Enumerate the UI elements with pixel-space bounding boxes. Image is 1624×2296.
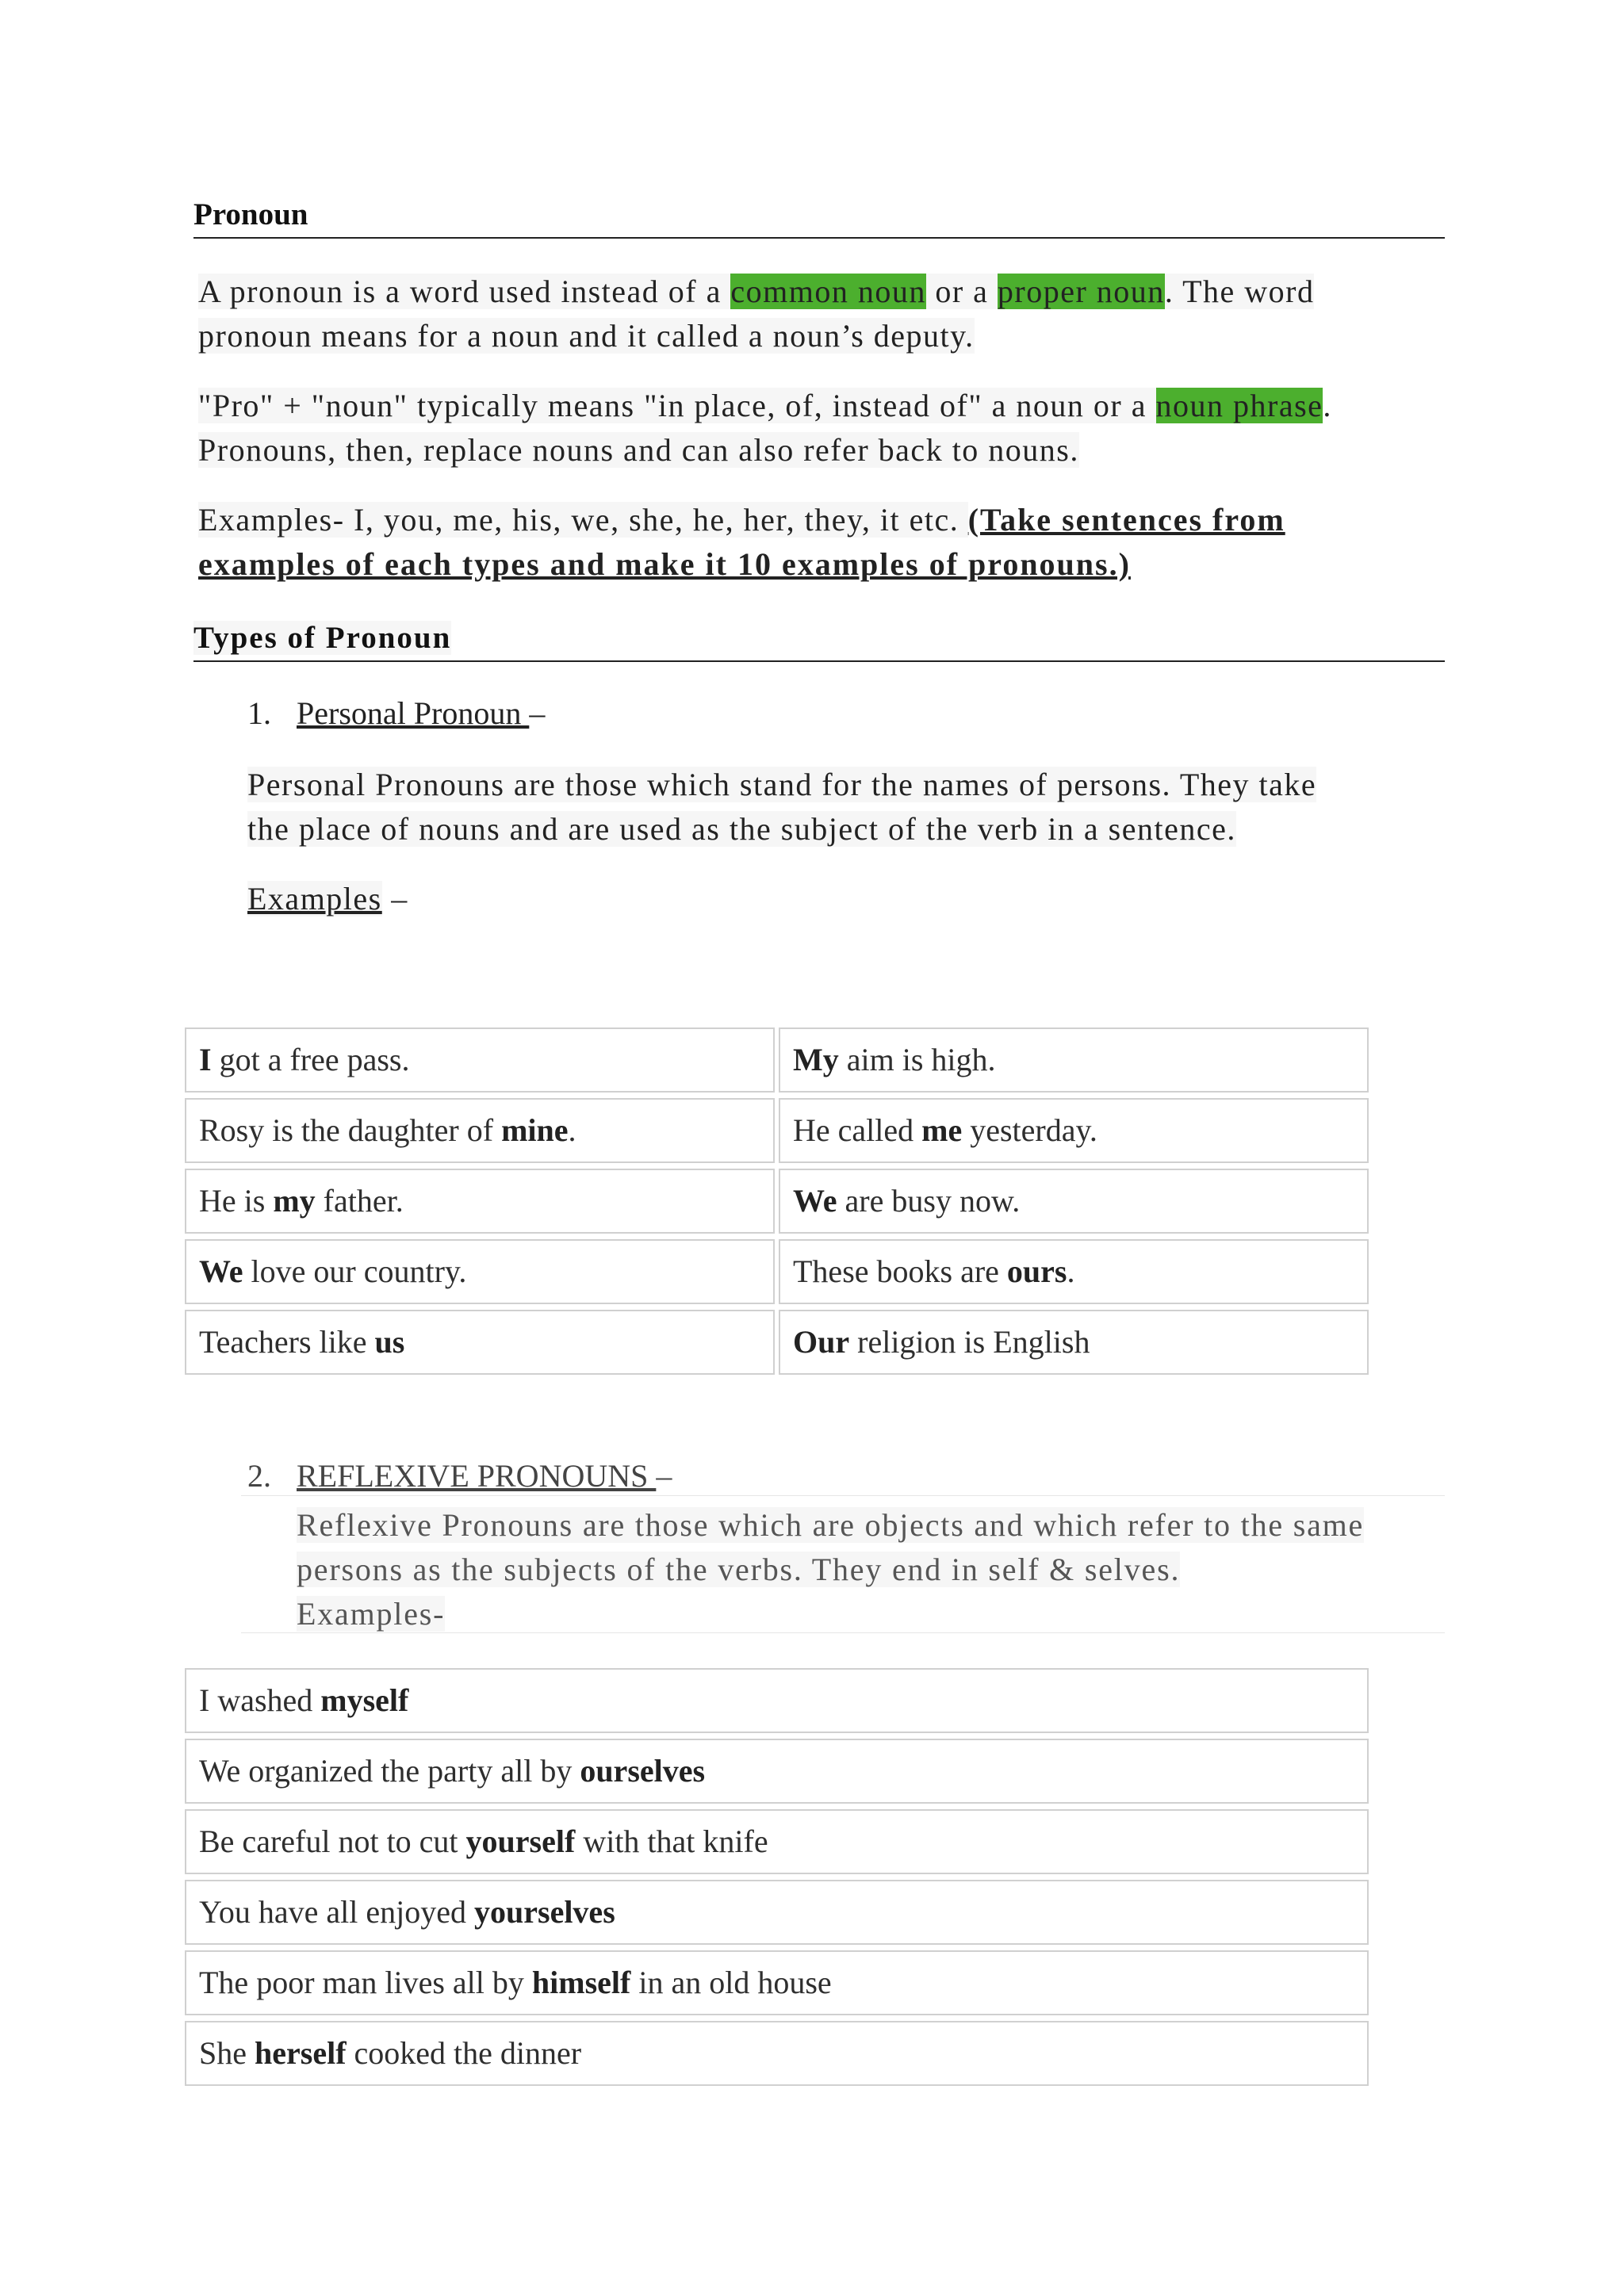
highlight-common-noun: common noun (730, 274, 926, 309)
types-heading (193, 620, 1445, 662)
reflexive-title (297, 1457, 672, 1494)
table-row: She herself cooked the dinner (185, 2021, 1369, 2086)
pro-noun-paragraph (198, 384, 1332, 473)
examples-instruction-2: examples of each types and make it 10 examples of pronouns.) (198, 546, 1131, 582)
table-row: I washed myself (185, 1668, 1369, 1733)
pro-text-1: "Pro" + "noun" typically means "in place, of, instead of" a noun or a (198, 388, 1156, 423)
personal-description (247, 763, 1316, 851)
examples-label-dash: – (381, 881, 408, 916)
examples-text: Examples- I, you, me, his, we, she, he, her, they, it etc. (198, 502, 968, 538)
table-row: You have all enjoyed yourselves (185, 1880, 1369, 1945)
table-cell: We are busy now. (779, 1169, 1369, 1234)
intro-text-3: . The word (1164, 274, 1315, 309)
intro-text-1: A pronoun is a word used instead of a (198, 274, 731, 309)
table-row: The poor man lives all by himself in an old house (185, 1950, 1369, 2015)
table-cell: My aim is high. (779, 1027, 1369, 1093)
personal-number: 1. (247, 695, 271, 731)
table-cell: Rosy is the daughter of mine. (185, 1098, 775, 1163)
reflexive-examples-label: Examples- (297, 1596, 446, 1632)
pro-text-3: Pronouns, then, replace nouns and can also refer back to nouns. (198, 432, 1079, 468)
table-cell: He called me yesterday. (779, 1098, 1369, 1163)
table-cell: Teachers like us (185, 1310, 775, 1375)
examples-instruction-1: (Take sentences from (967, 502, 1285, 538)
intro-text-4: pronoun means for a noun and it called a noun’s deputy. (198, 318, 975, 354)
examples-paragraph (198, 498, 1285, 587)
table-cell: We love our country. (185, 1239, 775, 1304)
page-title: Pronoun (193, 197, 1445, 239)
table-cell: He is my father. (185, 1169, 775, 1234)
intro-paragraph (198, 270, 1314, 358)
pro-text-2: . (1323, 388, 1332, 423)
personal-title (297, 695, 545, 732)
reflexive-title-dash: – (656, 1458, 672, 1494)
table-row: We organized the party all by ourselves (185, 1739, 1369, 1804)
intro-text-2: or a (925, 274, 998, 309)
reflexive-desc-2: persons as the subjects of the verbs. They end in self & selves. (297, 1552, 1181, 1587)
examples-label: Examples (247, 881, 382, 916)
table-cell: These books are ours. (779, 1239, 1369, 1304)
personal-desc-1: Personal Pronouns are those which stand for the names of persons. They take (247, 767, 1317, 802)
personal-desc-2: the place of nouns and are used as the subject of the verb in a sentence. (247, 811, 1236, 847)
highlight-proper-noun: proper noun (997, 274, 1165, 309)
reflexive-description (297, 1503, 1364, 1636)
personal-title-dash: – (529, 695, 546, 731)
table-row: Be careful not to cut yourself with that knife (185, 1809, 1369, 1874)
personal-title-text: Personal Pronoun (297, 695, 530, 731)
personal-examples-label (247, 877, 408, 921)
types-heading-text: Types of Pronoun (193, 621, 452, 655)
highlight-noun-phrase: noun phrase (1155, 388, 1323, 423)
reflexive-number: 2. (247, 1458, 271, 1494)
reflexive-title-text: REFLEXIVE PRONOUNS (297, 1458, 657, 1494)
reflexive-desc-1: Reflexive Pronouns are those which are objects and which refer to the same (297, 1507, 1365, 1543)
table-cell: Our religion is English (779, 1310, 1369, 1375)
table-cell: I got a free pass. (185, 1027, 775, 1093)
